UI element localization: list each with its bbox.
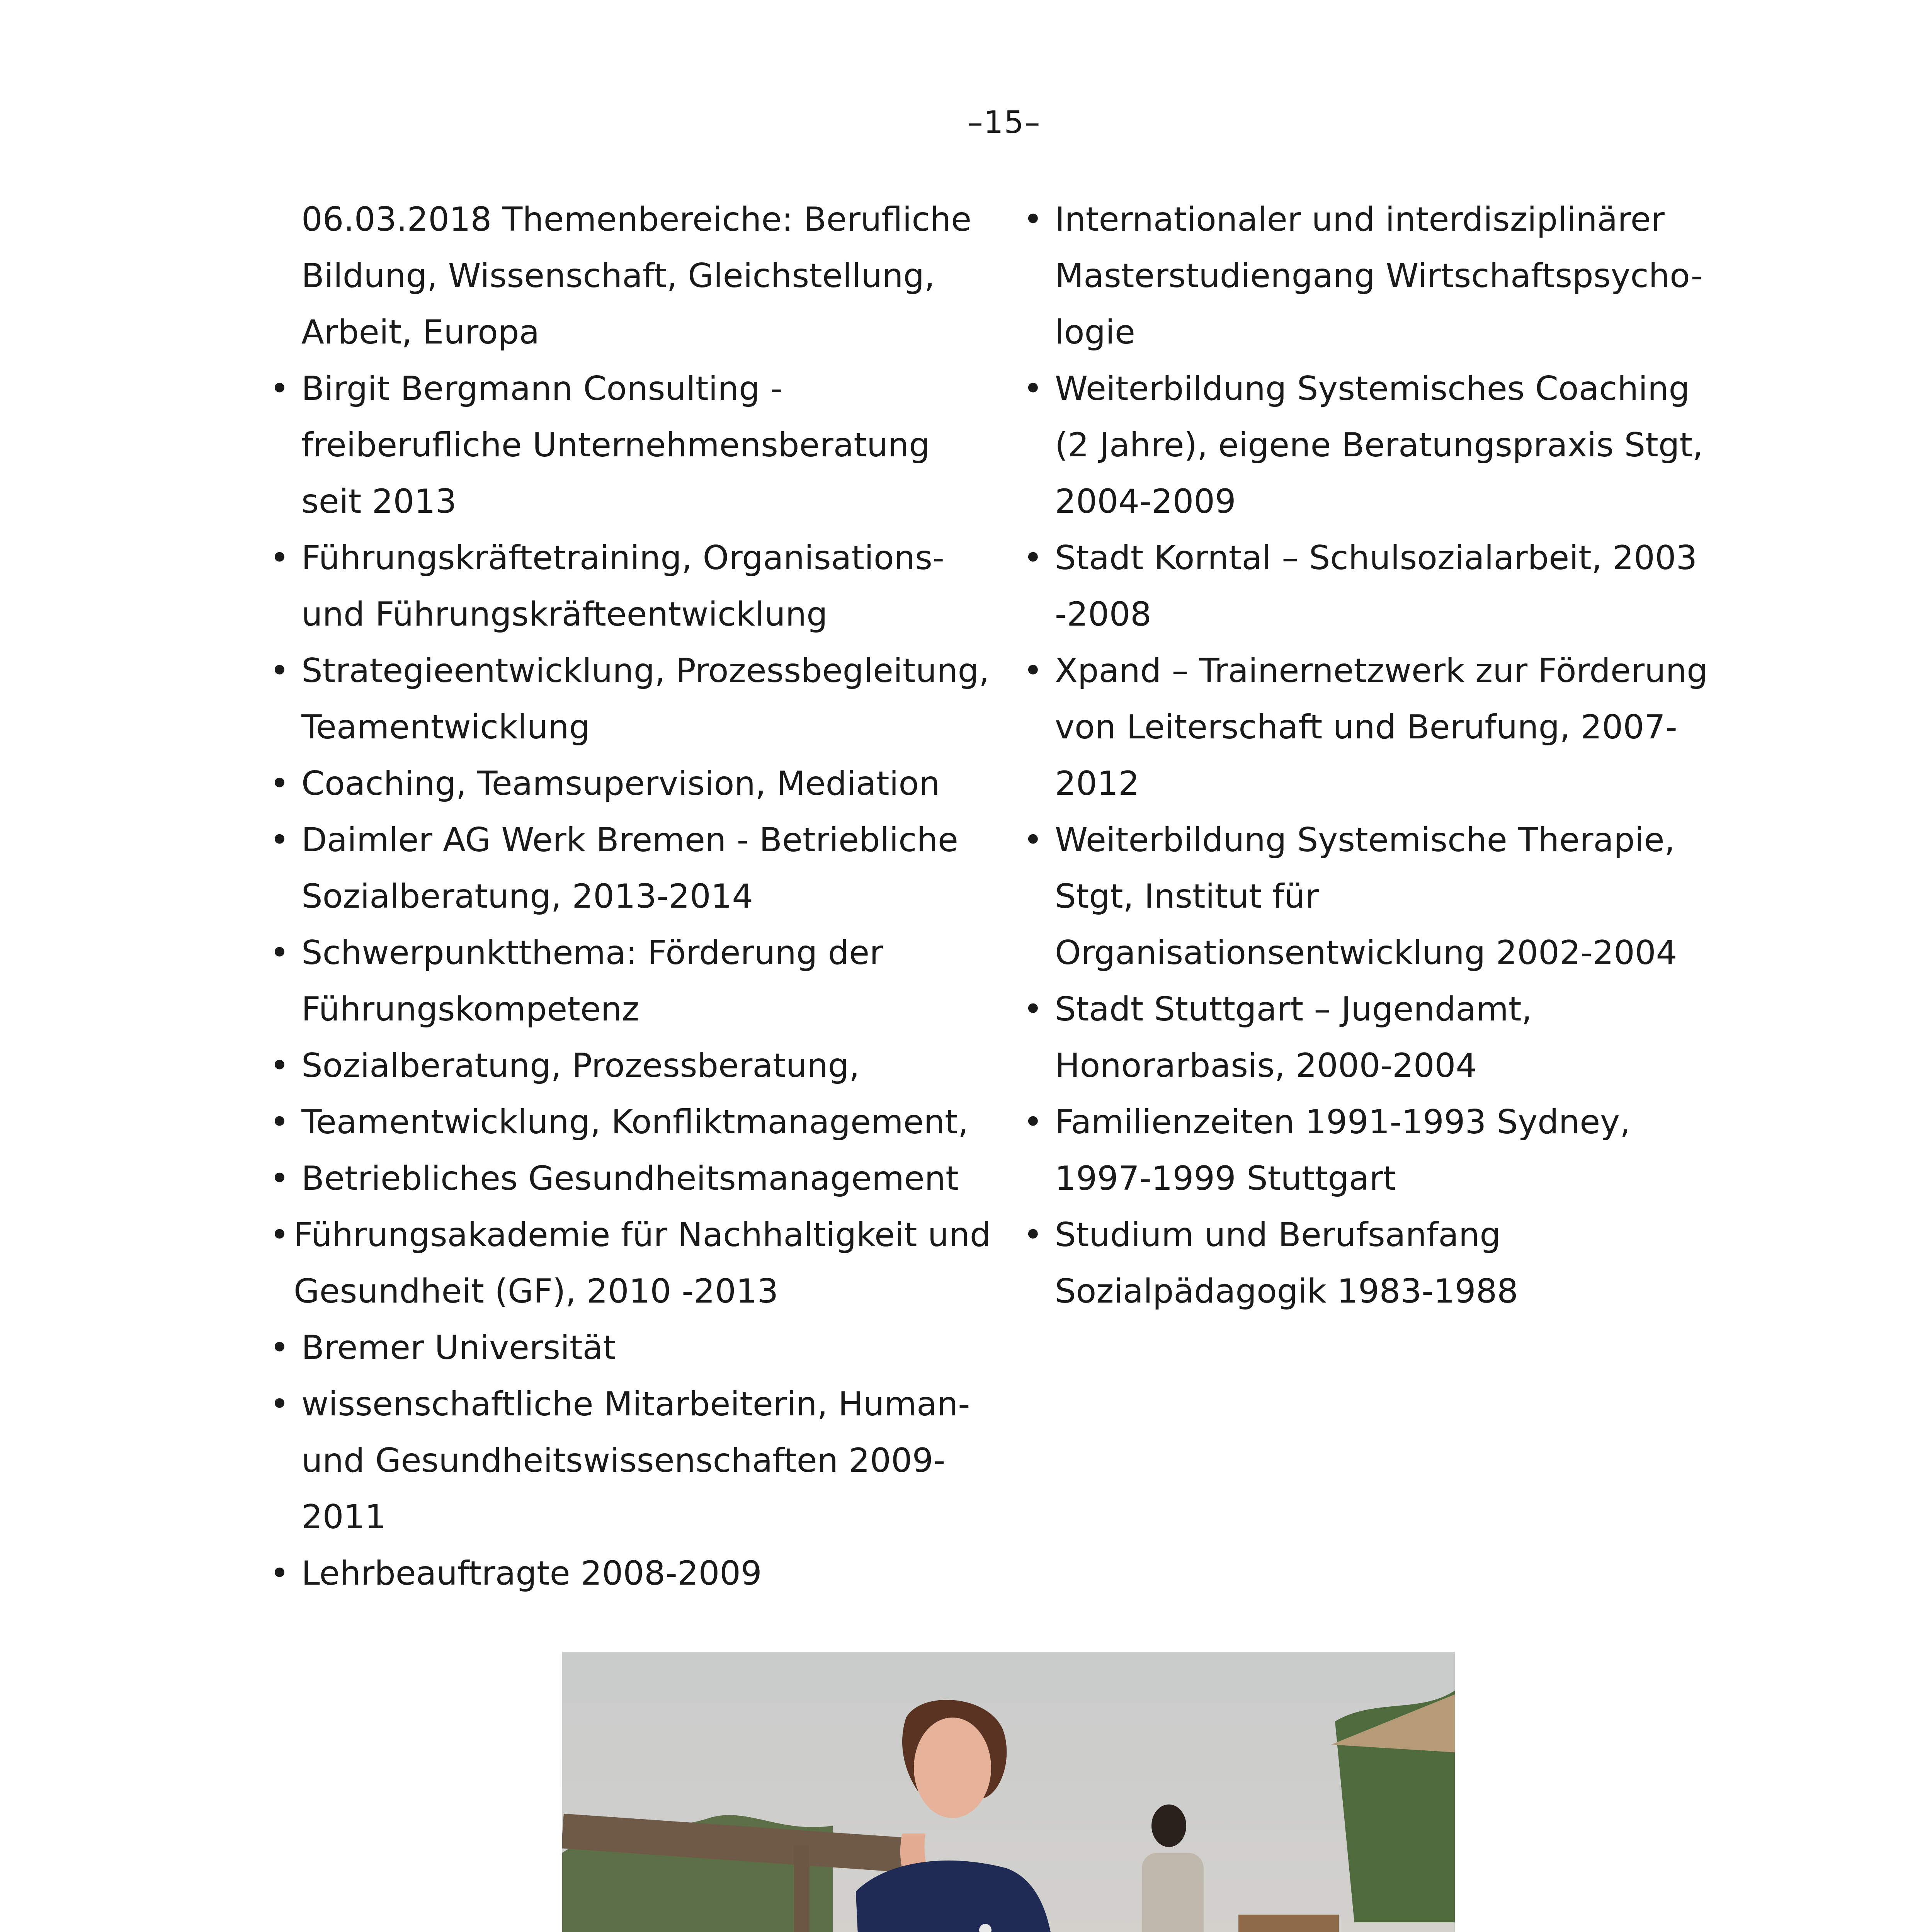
- list-item: • Betriebliches Gesundheitsmanagement: [267, 1150, 993, 1207]
- list-item: • Weiterbildung Systemische Therapie, Stgt, Institut für Organisationsentwicklung 2002-2004: [1020, 812, 1716, 981]
- list-item: • Xpand – Trainernetzwerk zur Förderung von Leiterschaft und Berufung, 2007-2012: [1020, 643, 1716, 812]
- list-item: • Schwerpunktthema: Förderung der Führungskompetenz: [267, 925, 993, 1037]
- list-item: • Stadt Korntal – Schulsozialarbeit, 2003 -2008: [1020, 530, 1716, 643]
- list-item: 06.03.2018 Themenbereiche: Berufliche Bildung, Wissenschaft, Gleichstellung, Arbeit, Europa: [301, 200, 972, 352]
- list-item: • Familienzeiten 1991-1993 Sydney, 1997-1999 Stuttgart: [1020, 1094, 1716, 1207]
- list-item: • Weiterbildung Systemisches Coaching (2 Jahre), eigene Beratungspraxis Stgt, 2004-2009: [1020, 361, 1716, 530]
- list-item: • wissenschaftliche Mitarbeiterin, Human- und Gesundheitswissenschaften 2009-2011: [267, 1376, 993, 1545]
- list-item: • Coaching, Teamsupervision, Mediation: [267, 755, 993, 812]
- list-item: • Bremer Universität: [267, 1320, 993, 1376]
- list-item: • Strategieentwicklung, Prozessbegleitung, Teamentwicklung: [267, 643, 993, 755]
- list-item: • Führungsakademie für Nachhaltigkeit und Gesundheit (GF), 2010 -2013: [267, 1207, 993, 1320]
- list-item: • Stadt Stuttgart – Jugendamt, Honorarbasis, 2000-2004: [1020, 981, 1716, 1094]
- right-column-list: [1020, 191, 1716, 1320]
- left-column-list: [267, 191, 993, 1602]
- portrait-photo: [562, 1652, 1455, 1932]
- list-item: • Lehrbeauftragte 2008-2009: [267, 1545, 993, 1602]
- woman-face: [914, 1718, 991, 1818]
- list-item: • Birgit Bergmann Consulting - freiberufliche Unternehmensberatung seit 2013: [267, 361, 993, 530]
- list-item: • Studium und Berufsanfang Sozialpädagogik 1983-1988: [1020, 1207, 1716, 1320]
- list-item: • Sozialberatung, Prozessberatung,: [267, 1037, 993, 1094]
- page-number: –15–: [967, 104, 1041, 140]
- list-item: • Führungskräftetraining, Organisations- und Führungskräfteentwicklung: [267, 530, 993, 643]
- list-item: • Teamentwicklung, Konfliktmanagement,: [267, 1094, 993, 1150]
- list-item: • Internationaler und interdisziplinärer Masterstudiengang Wirtschaftspsycho-logie: [1020, 191, 1716, 361]
- list-item: • Daimler AG Werk Bremen - Betriebliche Sozialberatung, 2013-2014: [267, 812, 993, 925]
